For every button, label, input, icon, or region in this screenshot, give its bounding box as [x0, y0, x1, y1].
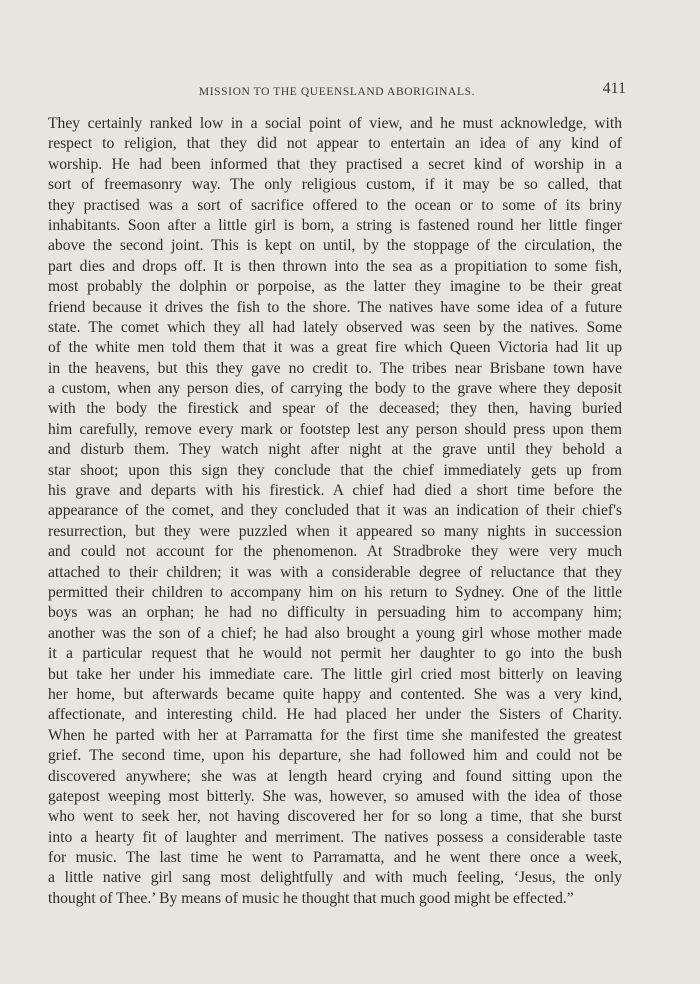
text-line: her home, but afterwards became quite happy and contented. She was a very kind, — [48, 685, 622, 703]
text-line: who went to seek her, not having discovered her for so long a time, that she burst — [48, 808, 622, 826]
text-line: gatepost weeping most bitterly. She was, however, so amused with the idea of those — [48, 787, 622, 805]
text-line: of the white men told them that it was a great fire which Queen Victoria had lit up — [48, 339, 622, 357]
text-line: part dies and drops off. It is then thrown into the sea as a propitiation to some fish, — [48, 257, 622, 275]
text-line: into a hearty fit of laughter and merriment. The natives possess a considerable taste — [48, 828, 622, 846]
text-line: state. The comet which they all had lately observed was seen by the natives. Some — [48, 318, 622, 336]
text-line: inhabitants. Soon after a little girl is born, a string is fastened round her little finger — [48, 216, 622, 234]
text-line: discovered anywhere; she was at length heard crying and found sitting upon the — [48, 767, 622, 785]
text-line: but take her under his immediate care. The little girl cried most bitterly on leaving — [48, 665, 622, 683]
text-line: and disturb them. They watch night after night at the grave until they behold a — [48, 441, 622, 459]
text-line: resurrection, but they were puzzled when it appeared so many nights in succession — [48, 522, 622, 540]
text-line: most probably the dolphin or porpoise, as the latter they imagine to be their great — [48, 278, 622, 296]
text-line: for music. The last time he went to Parramatta, and he went there once a week, — [48, 849, 622, 867]
text-line: attached to their children; it was with a considerable degree of reluctance that they — [48, 563, 622, 581]
text-line: a custom, when any person dies, of carrying the body to the grave where they deposit — [48, 380, 622, 398]
text-line: thought of Thee.’ By means of music he thought that much good might be effected.” — [48, 889, 574, 907]
text-line: star shoot; upon this sign they conclude that the chief immediately gets up from — [48, 461, 622, 479]
page-number: 411 — [602, 80, 626, 97]
text-line: sort of freemasonry way. The only religious custom, if it may be so called, that — [48, 176, 622, 194]
text-line: permitted their children to accompany him on his return to Sydney. One of the little — [48, 583, 622, 601]
text-line: a little native girl sang most delightfully and with much feeling, ‘Jesus, the only — [48, 869, 622, 887]
text-line: respect to religion, that they did not appear to entertain an idea of any kind of — [48, 135, 622, 153]
text-line: in the heavens, but this they gave no credit to. The tribes near Brisbane town have — [48, 359, 622, 377]
text-line: above the second joint. This is kept on until, by the stoppage of the circulation, the — [48, 237, 622, 255]
text-line: affectionate, and interesting child. He had placed her under the Sisters of Charity. — [48, 706, 622, 724]
page-header — [48, 80, 626, 104]
running-head: MISSION TO THE QUEENSLAND ABORIGINALS. — [198, 86, 476, 98]
text-line: another was the son of a chief; he had also brought a young girl whose mother made — [48, 624, 622, 642]
text-line: him carefully, remove every mark or footstep lest any person should press upon them — [48, 420, 622, 438]
text-line: worship. He had been informed that they practised a secret kind of worship in a — [48, 155, 622, 173]
text-line: and could not account for the phenomenon. At Stradbroke they were very much — [48, 543, 622, 561]
text-line: When he parted with her at Parramatta for the first time she manifested the greatest — [48, 726, 622, 744]
text-line: his grave and departs with his firestick. A chief had died a short time before the — [48, 482, 622, 500]
body-text — [48, 114, 622, 909]
text-line: they practised was a sort of sacrifice offered to the ocean or to some of its briny — [48, 196, 622, 214]
text-line: it a particular request that he would not permit her daughter to go into the bush — [48, 645, 622, 663]
text-line: friend because it drives the fish to the shore. The natives have some idea of a future — [48, 298, 622, 316]
text-line: They certainly ranked low in a social point of view, and he must acknowledge, with — [48, 115, 622, 132]
text-line: appearance of the comet, and they concluded that it was an indication of their chief's — [48, 502, 622, 520]
text-line: grief. The second time, upon his departure, she had followed him and could not be — [48, 747, 622, 765]
text-line: with the body the firestick and spear of the deceased; they then, having buried — [48, 400, 622, 418]
text-line: boys was an orphan; he had no difficulty in persuading him to accompany him; — [48, 604, 622, 622]
